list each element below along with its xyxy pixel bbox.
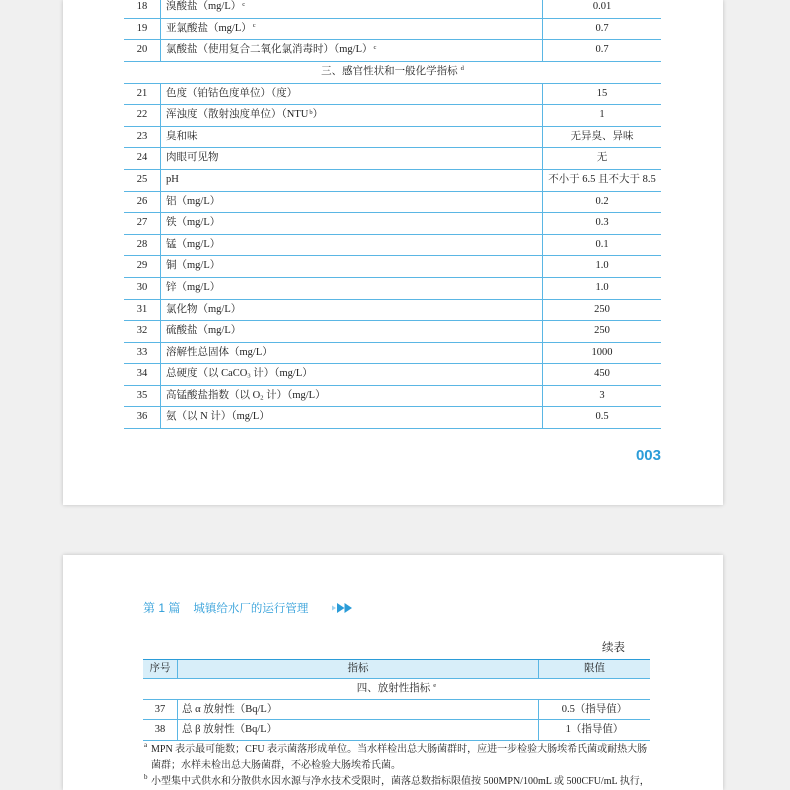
row-number: 28 bbox=[124, 235, 161, 256]
limit-value: 0.5 bbox=[542, 407, 661, 428]
text-segment: pH bbox=[166, 173, 179, 185]
text-segment: 臭和味 bbox=[166, 130, 198, 142]
indicator-name bbox=[161, 300, 542, 321]
row-number: 38 bbox=[143, 720, 178, 740]
indicator-name bbox=[161, 105, 542, 126]
indicator-name bbox=[161, 148, 542, 169]
subscript: 2 bbox=[260, 394, 264, 402]
limit-value: 不小于 6.5 且不大于 8.5 bbox=[542, 170, 661, 191]
limit-value: 3 bbox=[542, 386, 661, 407]
table-row bbox=[124, 0, 661, 19]
limit-value: 15 bbox=[542, 84, 661, 105]
row-number: 36 bbox=[124, 407, 161, 428]
row-number: 37 bbox=[143, 700, 178, 720]
limit-value: 1000 bbox=[542, 343, 661, 364]
table-row bbox=[124, 127, 661, 149]
text-segment: 溶解性总固体（mg/L） bbox=[166, 346, 273, 358]
row-number: 31 bbox=[124, 300, 161, 321]
row-number: 32 bbox=[124, 321, 161, 342]
indicator-name bbox=[161, 278, 542, 299]
footnote-text: MPN 表示最可能数；CFU 表示菌落形成单位。当水样检出总大肠菌群时，应进一步检验大肠埃希氏菌或耐热大肠菌群；水样未检出总大肠菌群，不必检验大肠埃希氏菌。 bbox=[151, 744, 648, 771]
footnote-marker: b bbox=[144, 773, 148, 781]
row-number: 29 bbox=[124, 256, 161, 277]
indicator-name bbox=[161, 19, 542, 40]
limit-value: 0.7 bbox=[542, 40, 661, 61]
part-title: 城镇给水厂的运行管理 bbox=[193, 603, 309, 615]
text-segment: 溴酸盐（mg/L） bbox=[166, 1, 242, 13]
table-row bbox=[143, 720, 650, 741]
continued-table-label: 续表 bbox=[602, 642, 625, 654]
lower-page bbox=[63, 555, 723, 790]
row-number: 34 bbox=[124, 364, 161, 385]
limit-value: 0.2 bbox=[542, 192, 661, 213]
indicator-name bbox=[161, 256, 542, 277]
superscript-marker: b bbox=[309, 108, 313, 116]
row-number: 25 bbox=[124, 170, 161, 191]
indicator-name bbox=[161, 0, 542, 18]
text-segment: 锌（mg/L） bbox=[166, 281, 221, 293]
table-row bbox=[124, 278, 661, 300]
limit-value: 250 bbox=[542, 321, 661, 342]
limit-value: 450 bbox=[542, 364, 661, 385]
text-segment: 总 α 放射性（Bq/L） bbox=[182, 703, 278, 715]
table-row bbox=[124, 84, 661, 106]
water-quality-table bbox=[124, 0, 661, 429]
table-row bbox=[143, 700, 650, 721]
text-segment: 色度（铂钴色度单位）（度） bbox=[166, 87, 298, 99]
limit-value: 无异臭、异味 bbox=[542, 127, 661, 148]
indicator-name bbox=[161, 84, 542, 105]
superscript-marker: c bbox=[373, 43, 377, 51]
table-row bbox=[124, 343, 661, 365]
table-header-row bbox=[143, 659, 650, 679]
text-segment: 铝（mg/L） bbox=[166, 195, 221, 207]
table-row bbox=[124, 256, 661, 278]
limit-value: 1 bbox=[542, 105, 661, 126]
subscript: 3 bbox=[247, 372, 251, 380]
text-segment: 锰（mg/L） bbox=[166, 238, 221, 250]
page-number: 003 bbox=[635, 447, 661, 464]
table-row bbox=[124, 364, 661, 386]
indicator-name bbox=[161, 40, 542, 61]
row-number: 30 bbox=[124, 278, 161, 299]
table-row bbox=[124, 300, 661, 322]
text-segment: 浑浊度（散射浊度单位）（NTU bbox=[166, 109, 309, 121]
text-segment: 计）（mg/L） bbox=[263, 389, 326, 401]
table-row bbox=[124, 213, 661, 235]
limit-value: 1.0 bbox=[542, 256, 661, 277]
footnote-text: 小型集中式供水和分散供水因水源与净水技术受限时，菌落总数指标限值按 500MPN/100mL 或 500CFU/mL 执行， bbox=[151, 776, 650, 787]
indicator-name bbox=[161, 170, 542, 191]
limit-value: 无 bbox=[542, 148, 661, 169]
table-row bbox=[124, 321, 661, 343]
table-row bbox=[124, 105, 661, 127]
section-row bbox=[143, 679, 650, 700]
limit-value: 0.1 bbox=[542, 235, 661, 256]
superscript-marker: c bbox=[242, 0, 246, 8]
limit-value: 1.0 bbox=[542, 278, 661, 299]
limit-value: 1（指导值） bbox=[538, 720, 650, 740]
water-quality-table-continued bbox=[143, 659, 650, 741]
row-number: 20 bbox=[124, 40, 161, 61]
row-number: 35 bbox=[124, 386, 161, 407]
text-segment: 总 β 放射性（Bq/L） bbox=[182, 724, 278, 736]
table-row bbox=[124, 407, 661, 429]
indicator-name bbox=[161, 321, 542, 342]
table-row bbox=[124, 192, 661, 214]
header-number: 序号 bbox=[143, 660, 178, 678]
indicator-name bbox=[178, 700, 538, 720]
text-segment: 高锰酸盐指数（以 O bbox=[166, 389, 261, 401]
section-title bbox=[124, 62, 661, 83]
table-footnotes bbox=[143, 742, 650, 790]
text-segment: 氯酸盐（使用复合二氧化氯消毒时）（mg/L） bbox=[166, 44, 373, 56]
indicator-name bbox=[161, 386, 542, 407]
table-row bbox=[124, 40, 661, 62]
header-indicator: 指标 bbox=[347, 663, 369, 674]
upper-page bbox=[63, 0, 723, 505]
row-number: 19 bbox=[124, 19, 161, 40]
indicator-name bbox=[161, 213, 542, 234]
indicator-name bbox=[161, 407, 542, 428]
table-row bbox=[124, 19, 661, 41]
text-segment: 三、感官性状和一般化学指标 bbox=[321, 65, 458, 77]
part-label: 第 1 篇 bbox=[143, 601, 181, 615]
text-segment: 氨（以 N 计）（mg/L） bbox=[166, 411, 270, 423]
row-number: 22 bbox=[124, 105, 161, 126]
indicator-name bbox=[161, 364, 542, 385]
text-segment: 四、放射性指标 bbox=[356, 683, 431, 694]
indicator-name bbox=[161, 127, 542, 148]
row-number: 27 bbox=[124, 213, 161, 234]
text-segment: 亚氯酸盐（mg/L） bbox=[166, 22, 252, 34]
text-segment: 总硬度（以 CaCO bbox=[166, 368, 248, 380]
text-segment: 铁（mg/L） bbox=[166, 217, 221, 229]
superscript-marker: c bbox=[252, 22, 256, 30]
limit-value: 0.7 bbox=[542, 19, 661, 40]
limit-value: 250 bbox=[542, 300, 661, 321]
footnote bbox=[143, 742, 650, 774]
text-segment: 计）（mg/L） bbox=[250, 368, 313, 380]
table-row bbox=[124, 170, 661, 192]
indicator-name bbox=[161, 235, 542, 256]
limit-value: 0.5（指导值） bbox=[538, 700, 650, 720]
indicator-name bbox=[161, 343, 542, 364]
limit-value: 0.3 bbox=[542, 213, 661, 234]
text-segment: ） bbox=[312, 109, 324, 121]
text-segment: 硫酸盐（mg/L） bbox=[166, 325, 242, 337]
superscript-marker: d bbox=[460, 65, 464, 73]
row-number: 26 bbox=[124, 192, 161, 213]
double-arrow-icon bbox=[332, 602, 355, 614]
text-segment: 铜（mg/L） bbox=[166, 260, 221, 272]
indicator-name bbox=[161, 192, 542, 213]
row-number: 18 bbox=[124, 0, 161, 18]
text-segment: 肉眼可见物 bbox=[166, 152, 219, 164]
section-title bbox=[143, 679, 650, 699]
row-number: 23 bbox=[124, 127, 161, 148]
row-number: 33 bbox=[124, 343, 161, 364]
footnote-marker: a bbox=[144, 741, 148, 749]
row-number: 21 bbox=[124, 84, 161, 105]
table-row bbox=[124, 386, 661, 408]
row-number: 24 bbox=[124, 148, 161, 169]
table-row bbox=[124, 235, 661, 257]
limit-value: 0.01 bbox=[542, 0, 661, 18]
section-row bbox=[124, 62, 661, 84]
text-segment: 氯化物（mg/L） bbox=[166, 303, 242, 315]
running-header bbox=[143, 601, 308, 616]
header-limit: 限值 bbox=[538, 660, 650, 678]
indicator-name bbox=[178, 720, 538, 740]
footnote bbox=[143, 774, 650, 790]
superscript-marker: e bbox=[433, 682, 437, 690]
table-row bbox=[124, 148, 661, 170]
